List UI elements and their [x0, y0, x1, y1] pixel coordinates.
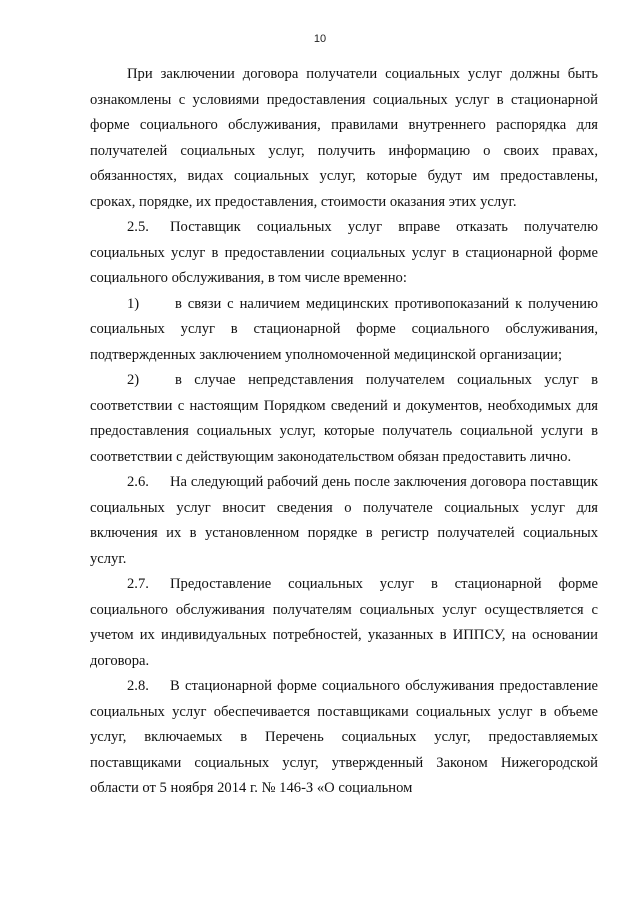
- paragraph-number: 2.6.: [127, 474, 149, 490]
- paragraph-text: В стационарной форме социального обслуживания предоставление социальных услуг обеспечивается поставщиками социальных услуг в объеме услуг, включаемых в Перечень социальных услуг, предоставляемых поставщиками социальных услуг, утвержденный Законом Нижегородской области от 5 ноября 2014 г. № 146-З «О социальном: [90, 678, 598, 796]
- paragraph-2-6: [90, 470, 598, 572]
- list-number: 2): [127, 372, 140, 388]
- paragraph-number: 2.5.: [127, 219, 149, 235]
- paragraph-text: в случае непредставления получателем социальных услуг в соответствии с настоящим Порядком сведений и документов, необходимых для предоставления социальных услуг, которые получатель социальной услуги в соответствии с действующим законодательством обязан предоставить лично.: [90, 372, 598, 465]
- paragraph-contract-familiarization: [90, 62, 598, 215]
- paragraph-2-7: [90, 572, 598, 674]
- list-item-1: [90, 292, 598, 369]
- page-number: 10: [313, 33, 327, 45]
- paragraph-text: При заключении договора получатели социальных услуг должны быть ознакомлены с условиями предоставления социальных услуг в стационарной форме социального обслуживания, правилами внутреннего распорядка для получателей социальных услуг, получить информацию о своих правах, обязанностях, видах социальных услуг, которые будут им предоставлены, сроках, порядке, их предоставления, стоимости оказания этих услуг.: [90, 66, 598, 210]
- paragraph-text: На следующий рабочий день после заключения договора поставщик социальных услуг вносит сведения о получателе социальных услуг для включения их в установленном порядке в регистр получателей социальных услуг.: [90, 474, 598, 567]
- document-body: [90, 62, 598, 802]
- list-item-2: [90, 368, 598, 470]
- paragraph-text: в связи с наличием медицинских противопоказаний к получению социальных услуг в стационарной форме социального обслуживания, подтвержденных заключением уполномоченной медицинской организации;: [90, 295, 598, 363]
- paragraph-text: Поставщик социальных услуг вправе отказать получателю социальных услуг в предоставлении социальных услуг в стационарной форме социального обслуживания, в том числе временно:: [90, 219, 598, 286]
- list-number: 1): [127, 295, 140, 312]
- paragraph-2-8: [90, 674, 598, 802]
- paragraph-number: 2.8.: [127, 678, 149, 694]
- paragraph-text: Предоставление социальных услуг в стационарной форме социального обслуживания получателям социальных услуг осуществляется с учетом их индивидуальных потребностей, указанных в ИППСУ, на основании договора.: [90, 576, 598, 669]
- paragraph-number: 2.7.: [127, 576, 149, 592]
- paragraph-2-5: [90, 215, 598, 292]
